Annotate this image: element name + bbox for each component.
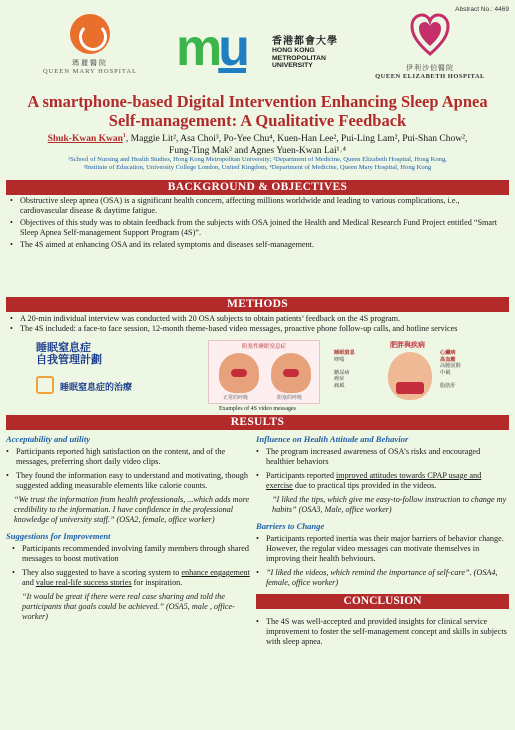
thumb2-label-b: 阻塞的呼吸	[277, 395, 303, 401]
qeh-heart-icon	[410, 12, 450, 56]
thumb3-label: 哮喘	[334, 356, 345, 363]
hkmu-mark-icon: mu	[176, 19, 247, 77]
list-item: • The 4S was well-accepted and provided insights for clinical service improvement to foster the self-management concept and skills in subjects with sleep apnea.	[256, 617, 509, 647]
qmh-name-en: QUEEN MARY HOSPITAL	[42, 68, 138, 75]
section-heading-methods: METHODS	[6, 297, 509, 312]
text-span: and	[22, 578, 36, 587]
header-logos	[0, 12, 515, 90]
poster-title	[0, 92, 515, 130]
qmh-emblem-icon	[70, 14, 110, 54]
subheading-acceptability: Acceptability and utility	[6, 434, 91, 444]
authors-line-2: Fung-Ting Mak² and Agnes Yuen-Kwan Lai¹˒⁴	[169, 145, 346, 156]
authors-line-1: , Maggie Lit², Asa Choi³, Po-Yee Chu⁴, Kuen-Han Lee², Pui-Ling Lam², Pui-Shan Chow²,	[125, 134, 468, 145]
thumb3-label: 糖尿病	[334, 369, 350, 376]
title-line-1: A smartphone-based Digital Intervention Enhancing Sleep Apnea	[27, 92, 488, 111]
video-thumbnail-3	[330, 340, 490, 404]
participant-quote: “We trust the information from health professionals, ...which adds more credibility to the information. I have confidence in the professional knowledge of university staff.” (OSA2, female, office worker)	[14, 495, 250, 524]
qeh-name-zh: 伊利沙伯醫院	[406, 64, 454, 72]
thumb3-label: 中風	[440, 369, 451, 376]
thumb1-subtitle: 睡眠窒息症的治療	[60, 383, 133, 393]
qmh-name-zh: 瑪麗醫院	[72, 59, 108, 67]
participant-quote: ”I liked the tips, which give me easy-to-follow instruction to change my habits” (OSA3, Male, office worker)	[272, 495, 507, 514]
subheading-influence: Influence on Health Attitude and Behavior	[256, 434, 409, 444]
obese-figure-icon	[388, 352, 432, 400]
thumb3-label: 脂肪肝	[440, 382, 456, 389]
text-span: for inspiration.	[131, 578, 183, 587]
results-left-column	[6, 434, 250, 628]
qeh-name-en: QUEEN ELIZABETH HOSPITAL	[375, 73, 485, 80]
hkmu-name-en-3: UNIVERSITY	[272, 62, 313, 69]
affiliations-line-2: ³Institute of Education, University College London, United Kingdom, ⁴Department of Medicine, Queen Mary Hospital, Hong Kong	[83, 164, 432, 171]
title-line-2: Self-management: A Qualitative Feedback	[108, 111, 407, 130]
section-heading-background: BACKGROUND & OBJECTIVES	[6, 180, 509, 195]
list-item: • Participants reported inertia was their major barriers of behavior change. However, the regular video messages can motivate themselves in improving their health behviours.	[256, 534, 509, 564]
methods-list	[10, 314, 505, 334]
list-item: • They found the information easy to understand and motivating, though suggested adding measurable elements like calorie counts.	[6, 471, 250, 491]
list-item	[12, 568, 250, 588]
airway-normal-icon	[219, 353, 259, 393]
thumb3-label: 心臟病	[440, 350, 456, 356]
affiliations-line-1: ¹School of Nursing and Health Studies, Hong Kong Metropolitan University; ²Department of Medicine, Queen Elizabeth Hospital, Hong Kong,	[68, 156, 447, 163]
hkmu-name-en-2: METROPOLITAN	[272, 54, 326, 62]
thumb2-label-a: 正常的呼吸	[223, 395, 249, 401]
section-heading-results: RESULTS	[6, 415, 509, 430]
subheading-barriers: Barriers to Change	[256, 521, 325, 531]
hkmu-name-zh: 香港都會大學	[272, 36, 338, 47]
list-item: • The 4S aimed at enhancing OSA and its related symptoms and diseases self-management.	[10, 240, 505, 250]
thumb3-label: 高血壓	[440, 356, 456, 363]
underlined-phrase: enhance engagement	[181, 568, 250, 577]
thumb3-right-labels	[440, 350, 461, 389]
airway-blocked-icon	[271, 353, 311, 393]
list-item: • Participants recommended involving family members through shared messages to boost motivation	[12, 544, 250, 564]
underlined-phrase: value real-life success stories	[35, 578, 132, 587]
lead-author: Shuk-Kwan Kwan	[47, 134, 123, 145]
doctor-icon	[36, 376, 54, 394]
list-item	[256, 471, 509, 491]
list-item: • Participants reported high satisfaction on the content, and of the messages, preferring short daily video clips.	[6, 447, 250, 467]
list-item: • The program increased awareness of OSA’s risks and encouraged healthier behaviors	[256, 447, 509, 467]
hkmu-name-en-1: HONG KONG	[272, 47, 315, 54]
images-caption: Examples of 4S video messages	[219, 406, 296, 412]
text-span: due to practical tips provided in the videos.	[292, 481, 437, 490]
video-thumbnail-2	[208, 340, 320, 404]
list-item: • Objectives of this study was to obtain feedback from the subjects with OSA joined the Health and Medical Research Fund Project entitled “Smart Sleep Apnea Self-management Support Program (4S)”.	[10, 218, 505, 238]
qmh-logo	[30, 14, 150, 75]
results-right-column	[256, 434, 509, 651]
list-item: • The 4S included: a face-to face session, 12-month theme-based video messages, proactive phone follow-up calls, and hotline services	[10, 324, 505, 334]
lead-author-sup: 1	[122, 133, 126, 139]
thumb3-left-labels	[334, 350, 355, 389]
thumb3-label: 睡眠窒息	[334, 350, 355, 356]
thumb3-caption: 肥胖與疾病	[390, 341, 425, 349]
thumb2-caption: 阻塞性睡眠窒息症	[241, 344, 286, 350]
qeh-logo	[375, 12, 485, 80]
thumb3-label: 癌症	[334, 376, 345, 382]
author-list	[10, 131, 505, 157]
subheading-suggestions: Suggestions for Improvement	[6, 531, 111, 541]
text-span: They also suggested to have a scoring system to	[22, 568, 182, 577]
list-item: • Obstructive sleep apnea (OSA) is a significant health concern, affecting millions worldwide and leading to various complications, i.e., cardiovascular disease & daytime fatigue.	[10, 196, 505, 216]
thumb3-label: 痛風	[334, 382, 345, 389]
abstract-number: Abstract No.: 4469	[455, 6, 509, 13]
text-span: Participants reported	[266, 471, 337, 480]
list-item: • A 20-min individual interview was conducted with 20 OSA subjects to obtain patients’ feedback on the 4S program.	[10, 314, 505, 324]
background-list	[10, 196, 505, 252]
participant-quote: “It would be great if there were real case sharing and told the participants that goals could be achieved.” (OSA5, male , office-worker)	[22, 592, 235, 621]
thumb1-title: 睡眠窒息症 自我管理計劃	[36, 341, 102, 366]
hkmu-logo	[176, 19, 351, 77]
thumb3-label: 高膽固醇	[440, 363, 461, 369]
underlined-phrase: improved attitudes towards CPAP usage and exercise	[266, 471, 482, 490]
list-item: • ”I liked the videos, which remind the importance of self-care”. (OSA4, female, office worker)	[256, 568, 509, 588]
affiliations	[6, 156, 509, 172]
section-heading-conclusion: CONCLUSION	[256, 594, 509, 609]
video-message-examples	[30, 340, 490, 404]
video-thumbnail-1	[30, 340, 150, 404]
